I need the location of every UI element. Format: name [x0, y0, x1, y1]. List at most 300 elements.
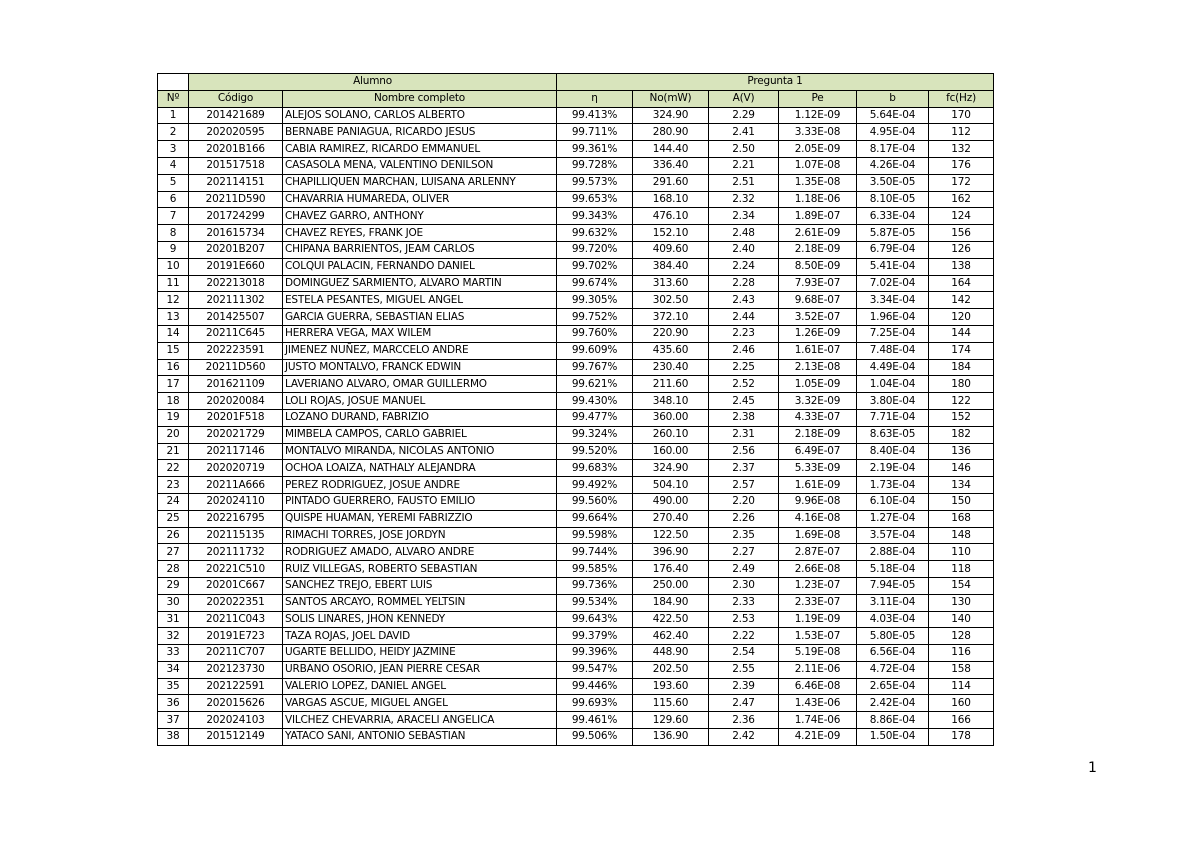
pe-cell: 2.66E-08 — [779, 561, 857, 578]
a-v-cell: 2.55 — [709, 661, 779, 678]
b-cell: 2.88E-04 — [857, 544, 929, 561]
name-cell: CHAVARRIA HUMAREDA, OLIVER — [283, 191, 557, 208]
b-cell: 5.18E-04 — [857, 561, 929, 578]
name-cell: HERRERA VEGA, MAX WILEM — [283, 325, 557, 342]
page-number: 1 — [1088, 760, 1097, 776]
b-cell: 1.96E-04 — [857, 309, 929, 326]
name-cell: GARCIA GUERRA, SEBASTIAN ELIAS — [283, 309, 557, 326]
fc-hz-cell: 176 — [929, 157, 994, 174]
no-mw-cell: 462.40 — [633, 628, 709, 645]
name-cell: LOLI ROJAS, JOSUE MANUEL — [283, 393, 557, 410]
fc-hz-cell: 112 — [929, 124, 994, 141]
code-cell: 202223591 — [189, 342, 283, 359]
name-cell: UGARTE BELLIDO, HEIDY JAZMINE — [283, 645, 557, 662]
a-v-cell: 2.38 — [709, 409, 779, 426]
table-row — [158, 275, 994, 292]
code-cell: 201621109 — [189, 376, 283, 393]
table-row — [158, 577, 994, 594]
name-cell: CHAVEZ GARRO, ANTHONY — [283, 208, 557, 225]
code-cell: 202111302 — [189, 292, 283, 309]
a-v-cell: 2.57 — [709, 477, 779, 494]
row-number-cell: 17 — [158, 376, 189, 393]
column-header: fc(Hz) — [929, 90, 994, 107]
b-cell: 5.87E-05 — [857, 225, 929, 242]
no-mw-cell: 348.10 — [633, 393, 709, 410]
pe-cell: 2.33E-07 — [779, 594, 857, 611]
pe-cell: 1.18E-06 — [779, 191, 857, 208]
pe-cell: 2.05E-09 — [779, 141, 857, 158]
eta-cell: 99.720% — [557, 241, 633, 258]
no-mw-cell: 152.10 — [633, 225, 709, 242]
code-cell: 202020084 — [189, 393, 283, 410]
b-cell: 6.79E-04 — [857, 241, 929, 258]
pe-cell: 6.49E-07 — [779, 443, 857, 460]
name-cell: YATACO SANI, ANTONIO SEBASTIAN — [283, 729, 557, 746]
no-mw-cell: 409.60 — [633, 241, 709, 258]
fc-hz-cell: 172 — [929, 174, 994, 191]
pe-cell: 4.33E-07 — [779, 409, 857, 426]
b-cell: 7.48E-04 — [857, 342, 929, 359]
name-cell: CASASOLA MENA, VALENTINO DENILSON — [283, 157, 557, 174]
fc-hz-cell: 166 — [929, 712, 994, 729]
a-v-cell: 2.53 — [709, 611, 779, 628]
no-mw-cell: 115.60 — [633, 695, 709, 712]
name-cell: QUISPE HUAMAN, YEREMI FABRIZZIO — [283, 510, 557, 527]
fc-hz-cell: 138 — [929, 258, 994, 275]
a-v-cell: 2.23 — [709, 325, 779, 342]
b-cell: 4.03E-04 — [857, 611, 929, 628]
fc-hz-cell: 160 — [929, 695, 994, 712]
fc-hz-cell: 152 — [929, 409, 994, 426]
a-v-cell: 2.37 — [709, 460, 779, 477]
no-mw-cell: 260.10 — [633, 426, 709, 443]
code-cell: 202024103 — [189, 712, 283, 729]
code-cell: 20201B207 — [189, 241, 283, 258]
fc-hz-cell: 158 — [929, 661, 994, 678]
no-mw-cell: 448.90 — [633, 645, 709, 662]
table-row — [158, 174, 994, 191]
a-v-cell: 2.45 — [709, 393, 779, 410]
no-mw-cell: 193.60 — [633, 678, 709, 695]
code-cell: 201724299 — [189, 208, 283, 225]
table-row — [158, 493, 994, 510]
code-cell: 20201B166 — [189, 141, 283, 158]
table-row — [158, 107, 994, 124]
fc-hz-cell: 118 — [929, 561, 994, 578]
b-cell: 4.72E-04 — [857, 661, 929, 678]
fc-hz-cell: 184 — [929, 359, 994, 376]
fc-hz-cell: 162 — [929, 191, 994, 208]
eta-cell: 99.305% — [557, 292, 633, 309]
no-mw-cell: 122.50 — [633, 527, 709, 544]
fc-hz-cell: 174 — [929, 342, 994, 359]
b-cell: 1.27E-04 — [857, 510, 929, 527]
a-v-cell: 2.39 — [709, 678, 779, 695]
a-v-cell: 2.24 — [709, 258, 779, 275]
name-cell: BERNABE PANIAGUA, RICARDO JESUS — [283, 124, 557, 141]
name-cell: RUIZ VILLEGAS, ROBERTO SEBASTIAN — [283, 561, 557, 578]
pe-cell: 1.19E-09 — [779, 611, 857, 628]
b-cell: 6.10E-04 — [857, 493, 929, 510]
no-mw-cell: 280.90 — [633, 124, 709, 141]
name-cell: DOMINGUEZ SARMIENTO, ALVARO MARTIN — [283, 275, 557, 292]
no-mw-cell: 360.00 — [633, 409, 709, 426]
table-row — [158, 359, 994, 376]
column-header: A(V) — [709, 90, 779, 107]
pe-cell: 1.53E-07 — [779, 628, 857, 645]
fc-hz-cell: 182 — [929, 426, 994, 443]
code-cell: 202022351 — [189, 594, 283, 611]
a-v-cell: 2.46 — [709, 342, 779, 359]
row-number-cell: 8 — [158, 225, 189, 242]
grades-table — [157, 73, 994, 746]
fc-hz-cell: 132 — [929, 141, 994, 158]
a-v-cell: 2.25 — [709, 359, 779, 376]
b-cell: 5.80E-05 — [857, 628, 929, 645]
column-header: b — [857, 90, 929, 107]
pe-cell: 4.21E-09 — [779, 729, 857, 746]
row-number-cell: 36 — [158, 695, 189, 712]
table-row — [158, 225, 994, 242]
pe-cell: 4.16E-08 — [779, 510, 857, 527]
eta-cell: 99.379% — [557, 628, 633, 645]
a-v-cell: 2.42 — [709, 729, 779, 746]
table-row — [158, 628, 994, 645]
name-cell: SANTOS ARCAYO, ROMMEL YELTSIN — [283, 594, 557, 611]
column-header: No(mW) — [633, 90, 709, 107]
name-cell: CHAVEZ REYES, FRANK JOE — [283, 225, 557, 242]
no-mw-cell: 476.10 — [633, 208, 709, 225]
pe-cell: 1.43E-06 — [779, 695, 857, 712]
pe-cell: 3.52E-07 — [779, 309, 857, 326]
eta-cell: 99.760% — [557, 325, 633, 342]
no-mw-cell: 302.50 — [633, 292, 709, 309]
eta-cell: 99.396% — [557, 645, 633, 662]
a-v-cell: 2.51 — [709, 174, 779, 191]
eta-cell: 99.609% — [557, 342, 633, 359]
row-number-cell: 2 — [158, 124, 189, 141]
eta-cell: 99.664% — [557, 510, 633, 527]
row-number-cell: 10 — [158, 258, 189, 275]
table-row — [158, 695, 994, 712]
table-row — [158, 443, 994, 460]
eta-cell: 99.683% — [557, 460, 633, 477]
name-cell: MONTALVO MIRANDA, NICOLAS ANTONIO — [283, 443, 557, 460]
name-cell: SOLIS LINARES, JHON KENNEDY — [283, 611, 557, 628]
table-row — [158, 376, 994, 393]
fc-hz-cell: 168 — [929, 510, 994, 527]
a-v-cell: 2.43 — [709, 292, 779, 309]
name-cell: COLQUI PALACIN, FERNANDO DANIEL — [283, 258, 557, 275]
row-number-cell: 21 — [158, 443, 189, 460]
row-number-cell: 12 — [158, 292, 189, 309]
pe-cell: 1.61E-07 — [779, 342, 857, 359]
b-cell: 4.95E-04 — [857, 124, 929, 141]
code-cell: 20211D590 — [189, 191, 283, 208]
row-number-cell: 13 — [158, 309, 189, 326]
code-cell: 202122591 — [189, 678, 283, 695]
pe-cell: 9.68E-07 — [779, 292, 857, 309]
no-mw-cell: 384.40 — [633, 258, 709, 275]
table-row — [158, 409, 994, 426]
no-mw-cell: 250.00 — [633, 577, 709, 594]
pe-cell: 5.19E-08 — [779, 645, 857, 662]
table-row — [158, 594, 994, 611]
a-v-cell: 2.30 — [709, 577, 779, 594]
b-cell: 2.42E-04 — [857, 695, 929, 712]
name-cell: SANCHEZ TREJO, EBERT LUIS — [283, 577, 557, 594]
row-number-cell: 26 — [158, 527, 189, 544]
no-mw-cell: 336.40 — [633, 157, 709, 174]
pe-cell: 6.46E-08 — [779, 678, 857, 695]
fc-hz-cell: 116 — [929, 645, 994, 662]
name-cell: PINTADO GUERRERO, FAUSTO EMILIO — [283, 493, 557, 510]
column-header-row — [158, 90, 994, 107]
pe-cell: 2.13E-08 — [779, 359, 857, 376]
no-mw-cell: 184.90 — [633, 594, 709, 611]
table-row — [158, 661, 994, 678]
no-mw-cell: 160.00 — [633, 443, 709, 460]
fc-hz-cell: 126 — [929, 241, 994, 258]
pe-cell: 3.33E-08 — [779, 124, 857, 141]
group-header-row — [158, 74, 994, 91]
fc-hz-cell: 124 — [929, 208, 994, 225]
eta-cell: 99.767% — [557, 359, 633, 376]
no-mw-cell: 313.60 — [633, 275, 709, 292]
table-row — [158, 241, 994, 258]
row-number-cell: 38 — [158, 729, 189, 746]
pe-cell: 2.18E-09 — [779, 426, 857, 443]
eta-cell: 99.573% — [557, 174, 633, 191]
b-cell: 2.65E-04 — [857, 678, 929, 695]
fc-hz-cell: 130 — [929, 594, 994, 611]
fc-hz-cell: 164 — [929, 275, 994, 292]
name-cell: TAZA ROJAS, JOEL DAVID — [283, 628, 557, 645]
pe-cell: 1.26E-09 — [779, 325, 857, 342]
row-number-cell: 18 — [158, 393, 189, 410]
eta-cell: 99.674% — [557, 275, 633, 292]
name-cell: VARGAS ASCUE, MIGUEL ANGEL — [283, 695, 557, 712]
code-cell: 20201C667 — [189, 577, 283, 594]
a-v-cell: 2.20 — [709, 493, 779, 510]
a-v-cell: 2.26 — [709, 510, 779, 527]
code-cell: 201421689 — [189, 107, 283, 124]
row-number-cell: 15 — [158, 342, 189, 359]
b-cell: 3.80E-04 — [857, 393, 929, 410]
row-number-cell: 1 — [158, 107, 189, 124]
b-cell: 8.63E-05 — [857, 426, 929, 443]
fc-hz-cell: 150 — [929, 493, 994, 510]
no-mw-cell: 435.60 — [633, 342, 709, 359]
pe-cell: 1.69E-08 — [779, 527, 857, 544]
code-cell: 20211D560 — [189, 359, 283, 376]
code-cell: 20191E723 — [189, 628, 283, 645]
a-v-cell: 2.41 — [709, 124, 779, 141]
table-row — [158, 712, 994, 729]
code-cell: 20211C645 — [189, 325, 283, 342]
name-cell: URBANO OSORIO, JEAN PIERRE CESAR — [283, 661, 557, 678]
eta-cell: 99.477% — [557, 409, 633, 426]
name-cell: LOZANO DURAND, FABRIZIO — [283, 409, 557, 426]
eta-cell: 99.413% — [557, 107, 633, 124]
fc-hz-cell: 154 — [929, 577, 994, 594]
eta-cell: 99.461% — [557, 712, 633, 729]
code-cell: 202020719 — [189, 460, 283, 477]
pe-cell: 2.18E-09 — [779, 241, 857, 258]
table-body — [158, 107, 994, 745]
table-row — [158, 208, 994, 225]
code-cell: 202216795 — [189, 510, 283, 527]
b-cell: 6.56E-04 — [857, 645, 929, 662]
fc-hz-cell: 134 — [929, 477, 994, 494]
code-cell: 202123730 — [189, 661, 283, 678]
table-row — [158, 393, 994, 410]
pe-cell: 3.32E-09 — [779, 393, 857, 410]
eta-cell: 99.324% — [557, 426, 633, 443]
eta-cell: 99.492% — [557, 477, 633, 494]
row-number-cell: 20 — [158, 426, 189, 443]
a-v-cell: 2.44 — [709, 309, 779, 326]
eta-cell: 99.728% — [557, 157, 633, 174]
name-cell: RIMACHI TORRES, JOSE JORDYN — [283, 527, 557, 544]
eta-cell: 99.585% — [557, 561, 633, 578]
column-header: Pe — [779, 90, 857, 107]
b-cell: 3.50E-05 — [857, 174, 929, 191]
code-cell: 20211C043 — [189, 611, 283, 628]
pe-cell: 2.87E-07 — [779, 544, 857, 561]
code-cell: 202021729 — [189, 426, 283, 443]
table-row — [158, 309, 994, 326]
b-cell: 1.04E-04 — [857, 376, 929, 393]
pe-cell: 8.50E-09 — [779, 258, 857, 275]
name-cell: ALEJOS SOLANO, CARLOS ALBERTO — [283, 107, 557, 124]
b-cell: 6.33E-04 — [857, 208, 929, 225]
b-cell: 2.19E-04 — [857, 460, 929, 477]
b-cell: 8.86E-04 — [857, 712, 929, 729]
b-cell: 3.11E-04 — [857, 594, 929, 611]
table-row — [158, 611, 994, 628]
b-cell: 3.34E-04 — [857, 292, 929, 309]
no-mw-cell: 291.60 — [633, 174, 709, 191]
row-number-cell: 24 — [158, 493, 189, 510]
table-header — [158, 74, 994, 108]
a-v-cell: 2.56 — [709, 443, 779, 460]
table-row — [158, 258, 994, 275]
table-row — [158, 157, 994, 174]
fc-hz-cell: 146 — [929, 460, 994, 477]
a-v-cell: 2.27 — [709, 544, 779, 561]
a-v-cell: 2.50 — [709, 141, 779, 158]
row-number-cell: 30 — [158, 594, 189, 611]
no-mw-cell: 324.90 — [633, 107, 709, 124]
fc-hz-cell: 120 — [929, 309, 994, 326]
b-cell: 7.71E-04 — [857, 409, 929, 426]
name-cell: CABIA RAMIREZ, RICARDO EMMANUEL — [283, 141, 557, 158]
eta-cell: 99.598% — [557, 527, 633, 544]
row-number-cell: 4 — [158, 157, 189, 174]
row-number-cell: 5 — [158, 174, 189, 191]
a-v-cell: 2.40 — [709, 241, 779, 258]
name-cell: LAVERIANO ALVARO, OMAR GUILLERMO — [283, 376, 557, 393]
row-number-cell: 28 — [158, 561, 189, 578]
table-row — [158, 191, 994, 208]
a-v-cell: 2.48 — [709, 225, 779, 242]
column-header: Nº — [158, 90, 189, 107]
pe-cell: 9.96E-08 — [779, 493, 857, 510]
code-cell: 20221C510 — [189, 561, 283, 578]
row-number-cell: 6 — [158, 191, 189, 208]
eta-cell: 99.560% — [557, 493, 633, 510]
a-v-cell: 2.52 — [709, 376, 779, 393]
row-number-cell: 14 — [158, 325, 189, 342]
pe-cell: 1.12E-09 — [779, 107, 857, 124]
fc-hz-cell: 148 — [929, 527, 994, 544]
eta-cell: 99.643% — [557, 611, 633, 628]
code-cell: 20191E660 — [189, 258, 283, 275]
a-v-cell: 2.47 — [709, 695, 779, 712]
eta-cell: 99.653% — [557, 191, 633, 208]
eta-cell: 99.702% — [557, 258, 633, 275]
column-header: Código — [189, 90, 283, 107]
row-number-cell: 11 — [158, 275, 189, 292]
code-cell: 201615734 — [189, 225, 283, 242]
no-mw-cell: 176.40 — [633, 561, 709, 578]
b-cell: 7.02E-04 — [857, 275, 929, 292]
fc-hz-cell: 178 — [929, 729, 994, 746]
pe-cell: 5.33E-09 — [779, 460, 857, 477]
fc-hz-cell: 114 — [929, 678, 994, 695]
eta-cell: 99.632% — [557, 225, 633, 242]
eta-cell: 99.711% — [557, 124, 633, 141]
column-header: η — [557, 90, 633, 107]
row-number-cell: 32 — [158, 628, 189, 645]
eta-cell: 99.361% — [557, 141, 633, 158]
a-v-cell: 2.21 — [709, 157, 779, 174]
eta-cell: 99.343% — [557, 208, 633, 225]
a-v-cell: 2.34 — [709, 208, 779, 225]
fc-hz-cell: 144 — [929, 325, 994, 342]
fc-hz-cell: 136 — [929, 443, 994, 460]
code-cell: 20211C707 — [189, 645, 283, 662]
fc-hz-cell: 110 — [929, 544, 994, 561]
row-number-cell: 3 — [158, 141, 189, 158]
pe-cell: 1.74E-06 — [779, 712, 857, 729]
code-cell: 201425507 — [189, 309, 283, 326]
pe-cell: 2.11E-06 — [779, 661, 857, 678]
a-v-cell: 2.54 — [709, 645, 779, 662]
code-cell: 202114151 — [189, 174, 283, 191]
no-mw-cell: 136.90 — [633, 729, 709, 746]
code-cell: 202015626 — [189, 695, 283, 712]
pregunta-group-header: Pregunta 1 — [557, 74, 994, 91]
no-mw-cell: 504.10 — [633, 477, 709, 494]
name-cell: JIMENEZ NUÑEZ, MARCCELO ANDRE — [283, 342, 557, 359]
eta-cell: 99.744% — [557, 544, 633, 561]
eta-cell: 99.736% — [557, 577, 633, 594]
a-v-cell: 2.29 — [709, 107, 779, 124]
eta-cell: 99.520% — [557, 443, 633, 460]
alumno-group-header: Alumno — [189, 74, 557, 91]
row-number-cell: 19 — [158, 409, 189, 426]
no-mw-cell: 372.10 — [633, 309, 709, 326]
a-v-cell: 2.28 — [709, 275, 779, 292]
eta-cell: 99.506% — [557, 729, 633, 746]
table-row — [158, 426, 994, 443]
name-cell: CHIPANA BARRIENTOS, JEAM CARLOS — [283, 241, 557, 258]
code-cell: 202213018 — [189, 275, 283, 292]
no-mw-cell: 270.40 — [633, 510, 709, 527]
no-mw-cell: 211.60 — [633, 376, 709, 393]
